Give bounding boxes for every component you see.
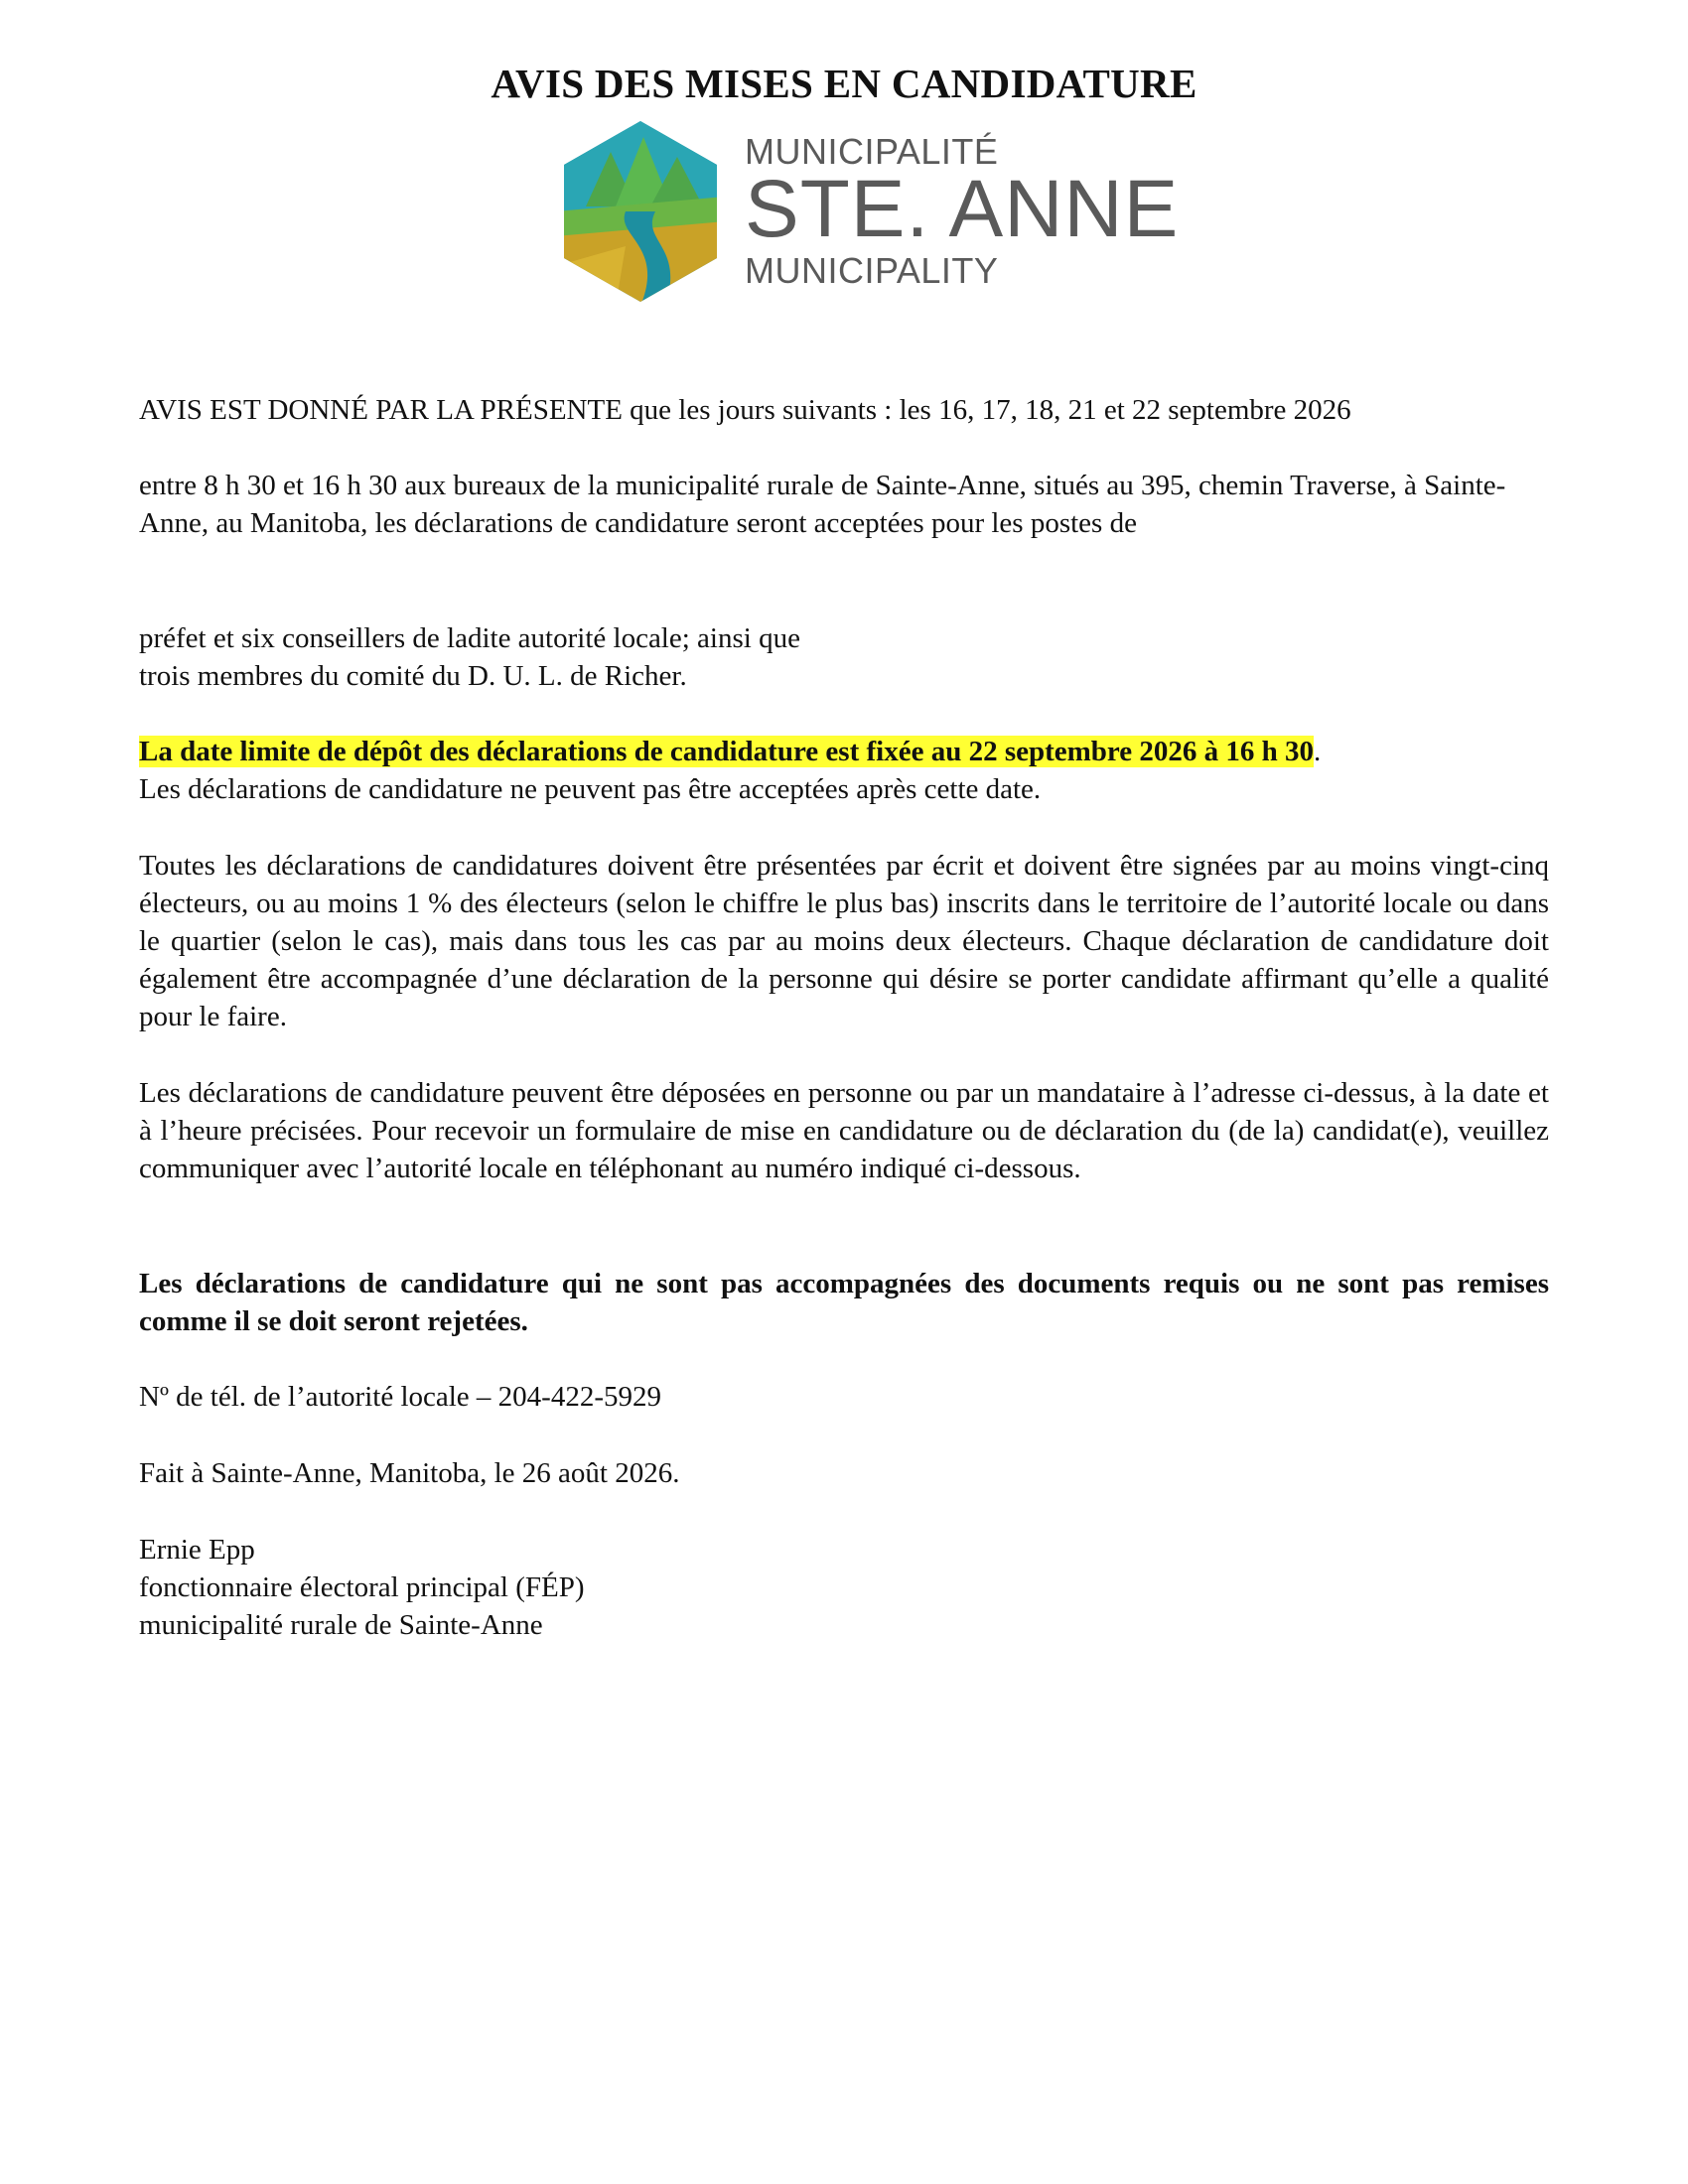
phone-number: Nº de tél. de l’autorité locale – 204-422-5929 xyxy=(139,1381,661,1413)
rejection-warning-paragraph: Les déclarations de candidature qui ne sont pas accompagnées des documents requis ou ne sont pas remises comme il se doit seront rejetées. xyxy=(139,1268,1549,1337)
signatory-role: fonctionnaire électoral principal (FÉP) xyxy=(139,1571,585,1603)
deadline-period: . xyxy=(1314,736,1322,767)
deadline-paragraph xyxy=(139,733,1549,808)
logo-text-ste-anne: STE. ANNE xyxy=(745,164,1180,254)
positions-paragraph xyxy=(139,619,1549,695)
notice-title: AVIS DES MISES EN CANDIDATURE xyxy=(491,61,1197,106)
notice-intro-paragraph: AVIS EST DONNÉ PAR LA PRÉSENTE que les jours suivants : les 16, 17, 18, 21 et 22 septembre 2026 xyxy=(139,394,1351,426)
signatory-organization: municipalité rurale de Sainte-Anne xyxy=(139,1609,543,1641)
positions-line-1: préfet et six conseillers de ladite autorité locale; ainsi que xyxy=(139,622,800,654)
positions-line-2: trois membres du comité du D. U. L. de Richer. xyxy=(139,660,687,692)
submission-paragraph: Les déclarations de candidature peuvent être déposées en personne ou par un mandataire à l’adresse ci-dessus, à la date et à l’heure précisées. Pour recevoir un formulaire de mise en candidature ou de déclaration du (de la) candidat(e), veuillez communiquer avec l’autorité locale en téléphonant au numéro indiqué ci-dessous. xyxy=(139,1077,1549,1184)
logo-text-municipality: MUNICIPALITY xyxy=(745,250,999,291)
signatory-name: Ernie Epp xyxy=(139,1534,255,1566)
office-hours-paragraph: entre 8 h 30 et 16 h 30 aux bureaux de la municipalité rurale de Sainte-Anne, situés au 395, chemin Traverse, à Sainte-Anne, au Manitoba, les déclarations de candidature seront acceptées pour les postes de xyxy=(139,470,1506,539)
signature-block xyxy=(139,1531,1549,1644)
done-at-date: Fait à Sainte-Anne, Manitoba, le 26 août 2026. xyxy=(139,1457,680,1489)
deadline-highlight: La date limite de dépôt des déclarations de candidature est fixée au 22 septembre 2026 à 16 h 30 xyxy=(139,736,1315,767)
deadline-note: Les déclarations de candidature ne peuvent pas être acceptées après cette date. xyxy=(139,773,1042,805)
logo-text-municipalite: MUNICIPALITÉ xyxy=(745,131,999,172)
logo-emblem-icon xyxy=(556,117,725,306)
requirements-paragraph: Toutes les déclarations de candidatures doivent être présentées par écrit et doivent être signées par au moins vingt-cinq électeurs, ou au moins 1 % des électeurs (selon le chiffre le plus bas) inscrits dans le territoire de l’autorité locale ou dans le quartier (selon le cas), mais dans tous les cas par au moins deux électeurs. Chaque déclaration de candidature doit également être accompagnée d’une déclaration de la personne qui désire se porter candidate affirmant qu’elle a qualité pour le faire. xyxy=(139,850,1549,1032)
municipality-logo xyxy=(556,117,1180,316)
